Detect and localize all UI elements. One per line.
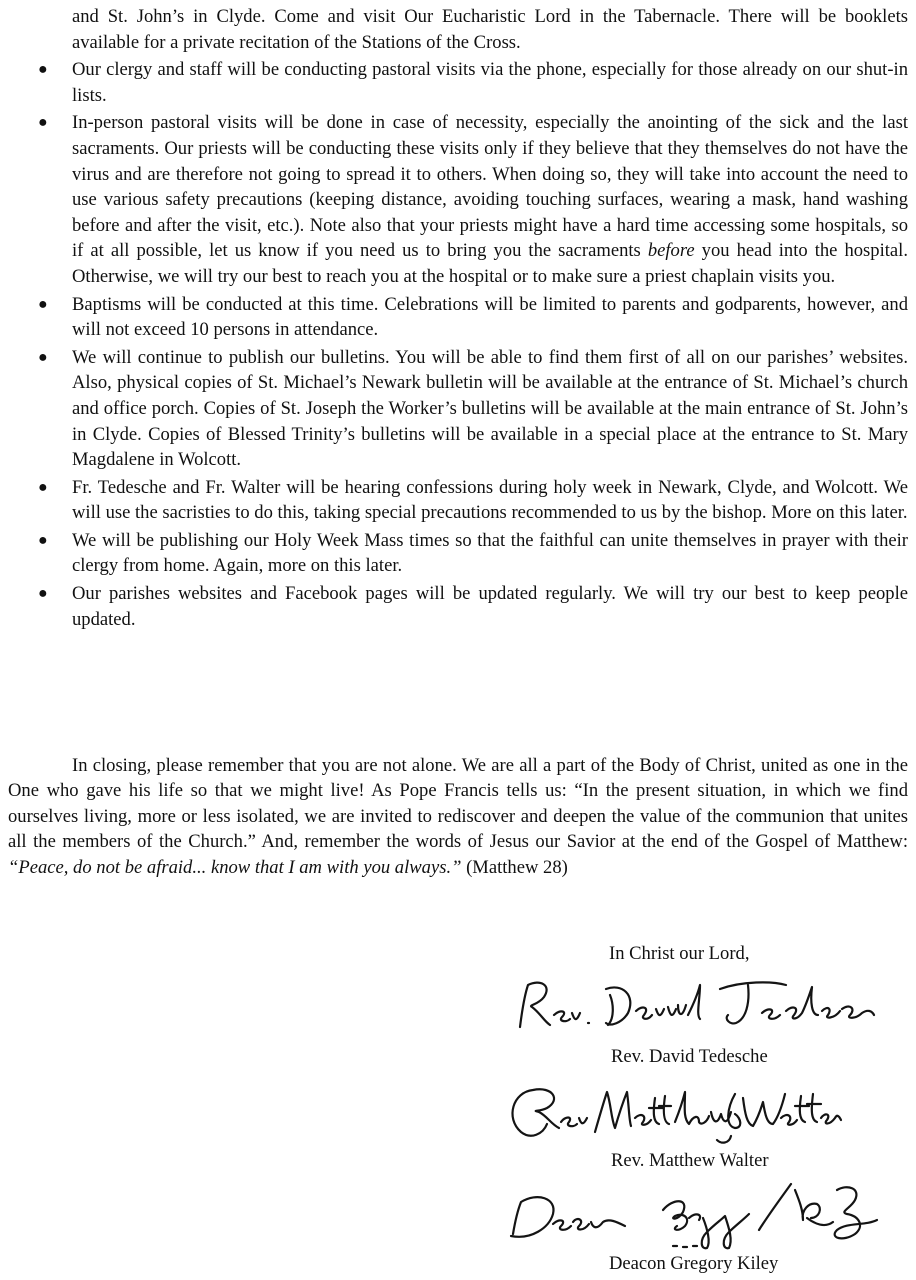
list-item: ● We will be publishing our Holy Week Mass times so that the faithful can unite themselves in prayer with their clergy from home. Again, more on this later.: [38, 529, 908, 577]
signoff-line: In Christ our Lord,: [609, 943, 750, 964]
signature-kiley: [503, 1170, 893, 1250]
bullet-icon: ●: [38, 348, 48, 366]
signatory-name: Deacon Gregory Kiley: [609, 1253, 779, 1274]
list-item: ● Our clergy and staff will be conducting pastoral visits via the phone, especially for those already on our shut-in lists.: [38, 59, 908, 106]
bullet-icon: ●: [38, 531, 48, 549]
list-item: ● Fr. Tedesche and Fr. Walter will be hearing confessions during holy week in Newark, Clyde, and Wolcott. We will use the sacristies to do this, taking special precautions recommended to us by the bishop. More on this later.: [38, 476, 908, 524]
list-item: ● Baptisms will be conducted at this time. Celebrations will be limited to parents and godparents, however, and will not exceed 10 persons in attendance.: [38, 293, 908, 341]
bullet-icon: ●: [38, 114, 48, 132]
scripture-reference: (Matthew 28): [461, 856, 568, 878]
bullet-icon: ●: [38, 61, 48, 79]
signature-tedesche: [510, 975, 880, 1035]
list-item: ● In-person pastoral visits will be done in case of necessity, especially the anointing of the sick and the last sacraments. Our priests will be conducting these visits only if they believe that they themselves do not have the virus and are therefore not going to spread it to others. When doing so, they will take into account the need to use various safety precautions (keeping distance, avoiding touching surfaces, wearing a mask, hand washing before and after the visit, etc.). Note also that your priests might have a hard time accessing some hospitals, so if at all possible, let us know if you need us to bring you the sacraments before you head into the hospital. Otherwise, we will try our best to reach you at the hospital or to make sure a priest chaplain visits you.: [38, 112, 908, 287]
signatory-name: Rev. David Tedesche: [611, 1046, 768, 1067]
bullet-icon: ●: [38, 585, 48, 603]
scripture-quote: “Peace, do not be afraid... know that I am with you always.”: [8, 856, 462, 878]
bullet-icon: ●: [38, 478, 48, 496]
bullet-icon: ●: [38, 295, 48, 313]
bullet-list: [0, 4, 916, 634]
signatory-name: Rev. Matthew Walter: [611, 1150, 769, 1171]
continuation-text: and St. John’s in Clyde. Come and visit Our Eucharistic Lord in the Tabernacle. There will be booklets available for a private recitation of the Stations of the Cross.: [72, 6, 908, 53]
signature-walter: [503, 1078, 843, 1148]
emphasis-before: before: [647, 240, 695, 262]
closing-paragraph: In closing, please remember that you are not alone. We are all a part of the Body of Christ, united as one in the One who gave his life so that we might live! As Pope Francis tells us: “In the present situation, in which we find ourselves living, more or less isolated, we are invited to rediscover and deepen the value of the communion that unites all the members of the Church.” And, remember the words of Jesus our Savior at the end of the Gospel of Matthew: “Peace, do not be afraid... know that I am with you always.” (Matthew 28): [8, 754, 908, 878]
continuation-paragraph: [0, 4, 916, 55]
list-item: ● Our parishes websites and Facebook pages will be updated regularly. We will try our best to keep people updated.: [38, 583, 908, 630]
list-item: ● We will continue to publish our bulletins. You will be able to find them first of all on our parishes’ websites. Also, physical copies of St. Michael’s Newark bulletin will be available at the entrance of St. Michael’s church and office porch. Copies of St. Joseph the Worker’s bulletins will be available at the main entrance of St. John’s in Clyde. Copies of Blessed Trinity’s bulletins will be available in a special place at the entrance to St. Mary Magdalene in Wolcott.: [38, 346, 908, 471]
